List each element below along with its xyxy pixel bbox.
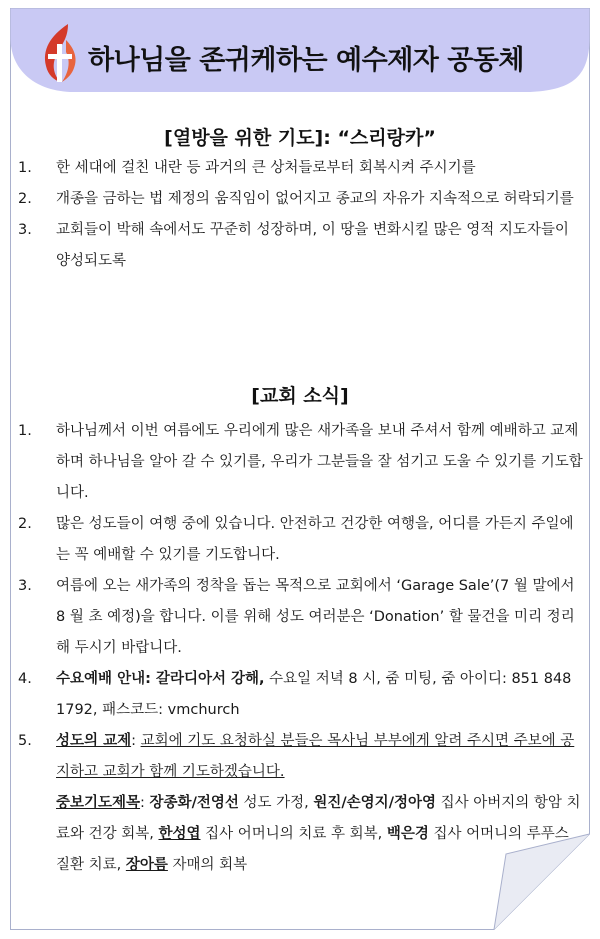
news-item-1: 1. 하나님께서 이번 여름에도 우리에게 많은 새가족을 보내 주셔서 함께 예배하고 교제하며 하나님을 알아 갈 수 있기를, 우리가 그분들을 잘 섬기고 도울 수 있기를 기도합니다. [18, 423, 583, 501]
intercession-label: 중보기도제목 [56, 795, 141, 811]
news-list [18, 416, 583, 881]
bulletin-sheet [10, 8, 590, 930]
prayer-item-3: 3. 교회들이 박해 속에서도 꾸준히 성장하며, 이 땅을 변화시킬 많은 영적 지도자들이 양성되도록 [18, 222, 569, 269]
flame-cross-icon [40, 22, 82, 88]
church-name: 하나님을 존귀케하는 예수제자 공동체 [88, 45, 525, 76]
prayer-heading: [열방을 위한 기도]: “스리랑카” [164, 127, 436, 149]
news-item-4: 4. 수요예배 안내: 갈라디아서 강해, 수요일 저녁 8 시, 줌 미팅, 줌 아이디: 851 848 1792, 패스코드: vmchurch [18, 671, 572, 718]
news-heading: [교회 소식] [251, 385, 349, 407]
news-item-3: 3. 여름에 오는 새가족의 정착을 돕는 목적으로 교회에서 ‘Garage Sale’(7 월 말에서 8 월 초 예정)을 합니다. 이를 위해 성도 여러분은 ‘Donation’ 할 물건을 미리 정리해 두시기 바랍니다. [18, 578, 575, 656]
news-item-5: 5. 성도의 교제: 교회에 기도 요청하실 분들은 목사님 부부에게 알려 주시면 주보에 공지하고 교회가 함께 기도하겠습니다. 중보기도제목: 장종화/전영선 성도 가정, 원진/손영지/정아영 집사 아버지의 항암 치료와 건강 회복, 한성엽 집사 어머니의 치료 후 회복, 백은경 집사 어머니의 루푸스 질환 치료, 장아름 자매의 회복 [18, 733, 581, 873]
prayer-list [18, 153, 583, 277]
prayer-item-2: 2. 개종을 금하는 법 제정의 움직임이 없어지고 종교의 자유가 지속적으로 허락되기를 [18, 191, 574, 207]
fellowship-label: 성도의 교제 [56, 733, 132, 749]
prayer-item-1: 1. 한 세대에 걸친 내란 등 과거의 큰 상처들로부터 회복시켜 주시기를 [18, 160, 476, 176]
news-item-2: 2. 많은 성도들이 여행 중에 있습니다. 안전하고 건강한 여행을, 어디를 가든지 주일에는 꼭 예배할 수 있기를 기도합니다. [18, 516, 574, 563]
fellowship-text: 교회에 기도 요청하실 분들은 목사님 부부에게 알려 주시면 주보에 공지하고 교회가 함께 기도하겠습니다. [56, 733, 575, 780]
